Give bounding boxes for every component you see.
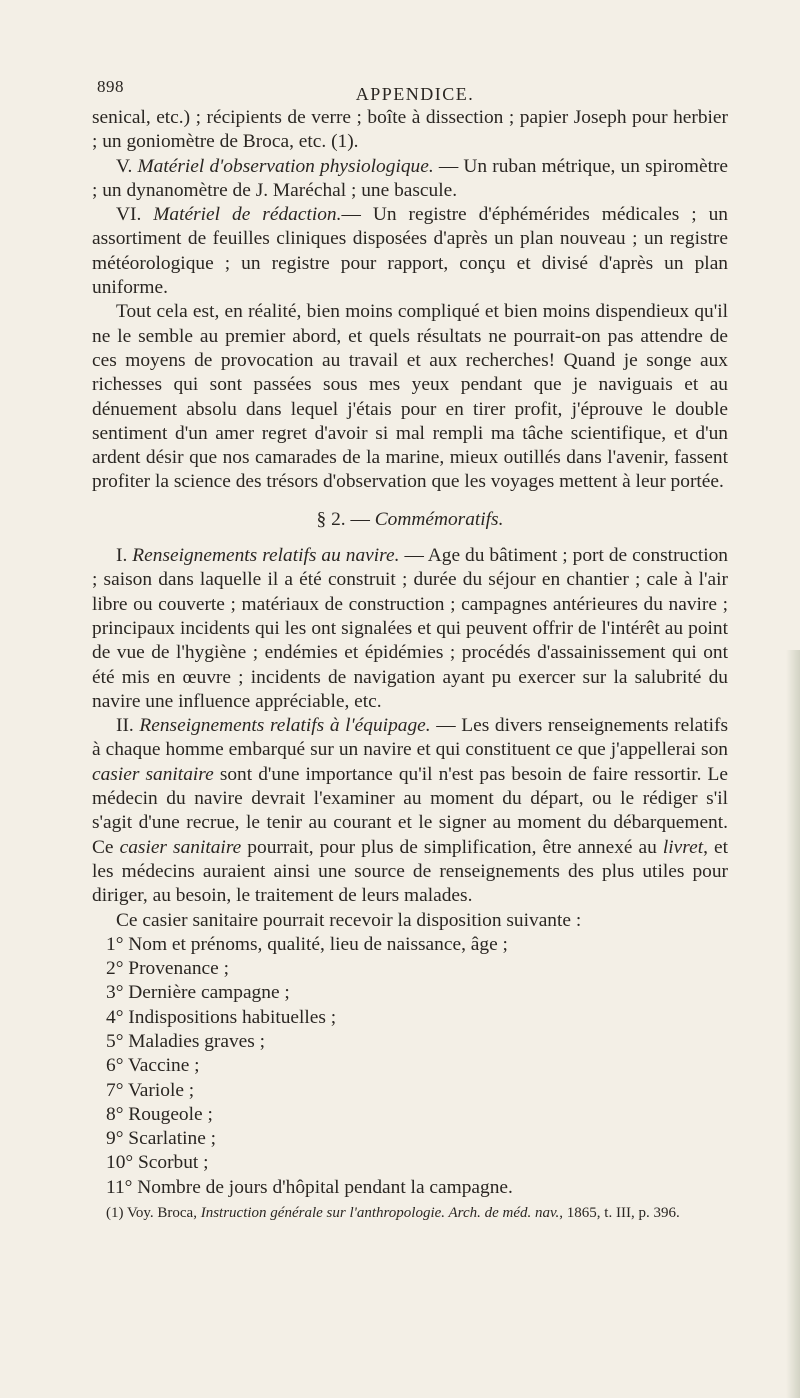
- paragraph-navire: I. Renseignements relatifs au navire. — Age du bâtiment ; port de construction ; saison dans laquelle il a été construit ; durée du séjour en chantier ; cale à l'air libre ou couverte ; matériaux de construction ; campagnes antérieures du navire ; principaux incidents qui les ont signalées et qui peuvent offrir de l'intérêt au point de vue de l'hygiène ; endémies et épidémies ; procédés d'assainissement qui ont été mis en œuvre ; incidents de navigation ayant pu exercer sur la salubrité du navire une influence appréciable, etc.: [92, 545, 728, 712]
- page-number: 898: [97, 77, 124, 96]
- paragraph-heading: Matériel de rédaction.: [153, 204, 342, 226]
- paragraph-heading: Renseignements relatifs à l'équipage.: [139, 715, 431, 737]
- paragraph-continuation: senical, etc.) ; récipients de verre ; boîte à dissection ; papier Joseph pour herbier ; un goniomètre de Broca, etc. (1).: [92, 107, 728, 153]
- page-body: [92, 106, 728, 1223]
- list-item: 2° Provenance ;: [106, 958, 229, 980]
- paragraph-heading: Matériel d'observation physiologique.: [137, 155, 434, 177]
- paragraph-casier: Ce casier sanitaire pourrait recevoir la disposition suivante :: [116, 909, 582, 931]
- paragraph-tout-cela: Tout cela est, en réalité, bien moins compliqué et bien moins dispendieux qu'il ne le semble au premier abord, et quels résultats ne pourrait-on pas attendre de ces moyens de provocation au travail et aux recherches! Quand je songe aux richesses qui sont passées sous mes yeux pendant que je naviguais et au dénuement absolu dans lequel j'étais pour en tirer profit, j'éprouve le double sentiment d'un amer regret d'avoir si mal rempli ma tâche scientifique, et d'un ardent désir que nos camarades de la marine, mieux outillés dans l'avenir, fassent profiter la science des trésors d'observation que les voyages mettent à leur portée.: [92, 301, 728, 493]
- list-item: 9° Scarlatine ;: [106, 1128, 217, 1150]
- running-title: APPENDICE.: [355, 84, 475, 104]
- list-item: 5° Maladies graves ;: [106, 1030, 266, 1052]
- list-item: 6° Vaccine ;: [106, 1055, 200, 1077]
- list-item: 1° Nom et prénoms, qualité, lieu de naissance, âge ;: [106, 933, 508, 955]
- page-edge-shadow: [786, 650, 800, 1398]
- footnote: (1) Voy. Broca, Instruction générale sur l'anthropologie. Arch. de méd. nav., 1865, t. III, p. 396.: [106, 1205, 680, 1222]
- list-item: 4° Indispositions habituelles ;: [106, 1006, 337, 1028]
- section-title: Commémoratifs.: [374, 508, 504, 530]
- list-item: 3° Dernière campagne ;: [106, 982, 290, 1004]
- casier-list: [92, 933, 728, 1200]
- section-heading: § 2. — Commémoratifs.: [316, 508, 504, 530]
- list-item: 11° Nombre de jours d'hôpital pendant la campagne.: [106, 1176, 513, 1198]
- list-item: 10° Scorbut ;: [106, 1152, 209, 1174]
- paragraph-materiel-observation: V. Matériel d'observation physiologique. — Un ruban métrique, un spiromètre ; un dynanomètre de J. Maréchal ; une bascule.: [92, 155, 729, 201]
- paragraph-heading: Renseignements relatifs au navire.: [132, 545, 400, 567]
- list-item: 8° Rougeole ;: [106, 1103, 213, 1125]
- list-item: 7° Variole ;: [106, 1079, 195, 1101]
- paragraph-materiel-redaction: VI. Matériel de rédaction.— Un registre d'éphémérides médicales ; un assortiment de feuilles cliniques disposées d'après un plan nouveau ; un registre météorologique ; un registre pour rapport, conçu et divisé d'après un plan uniforme.: [92, 204, 729, 299]
- paragraph-equipage: II. Renseignements relatifs à l'équipage. — Les divers renseignements relatifs à chaque homme embarqué sur un navire et qui constituent ce que j'appellerai son casier sanitaire sont d'une importance qu'il n'est pas besoin de faire ressortir. Le médecin du navire devrait l'examiner au moment du départ, ou le rédiger s'il s'agit d'une recrue, le tenir au courant et le signer au moment du débarquement. Ce casier sanitaire pourrait, pour plus de simplification, être annexé au livret, et les médecins auraient ainsi une source de renseignements des plus utiles pour diriger, au besoin, le traitement de leurs malades.: [92, 715, 728, 907]
